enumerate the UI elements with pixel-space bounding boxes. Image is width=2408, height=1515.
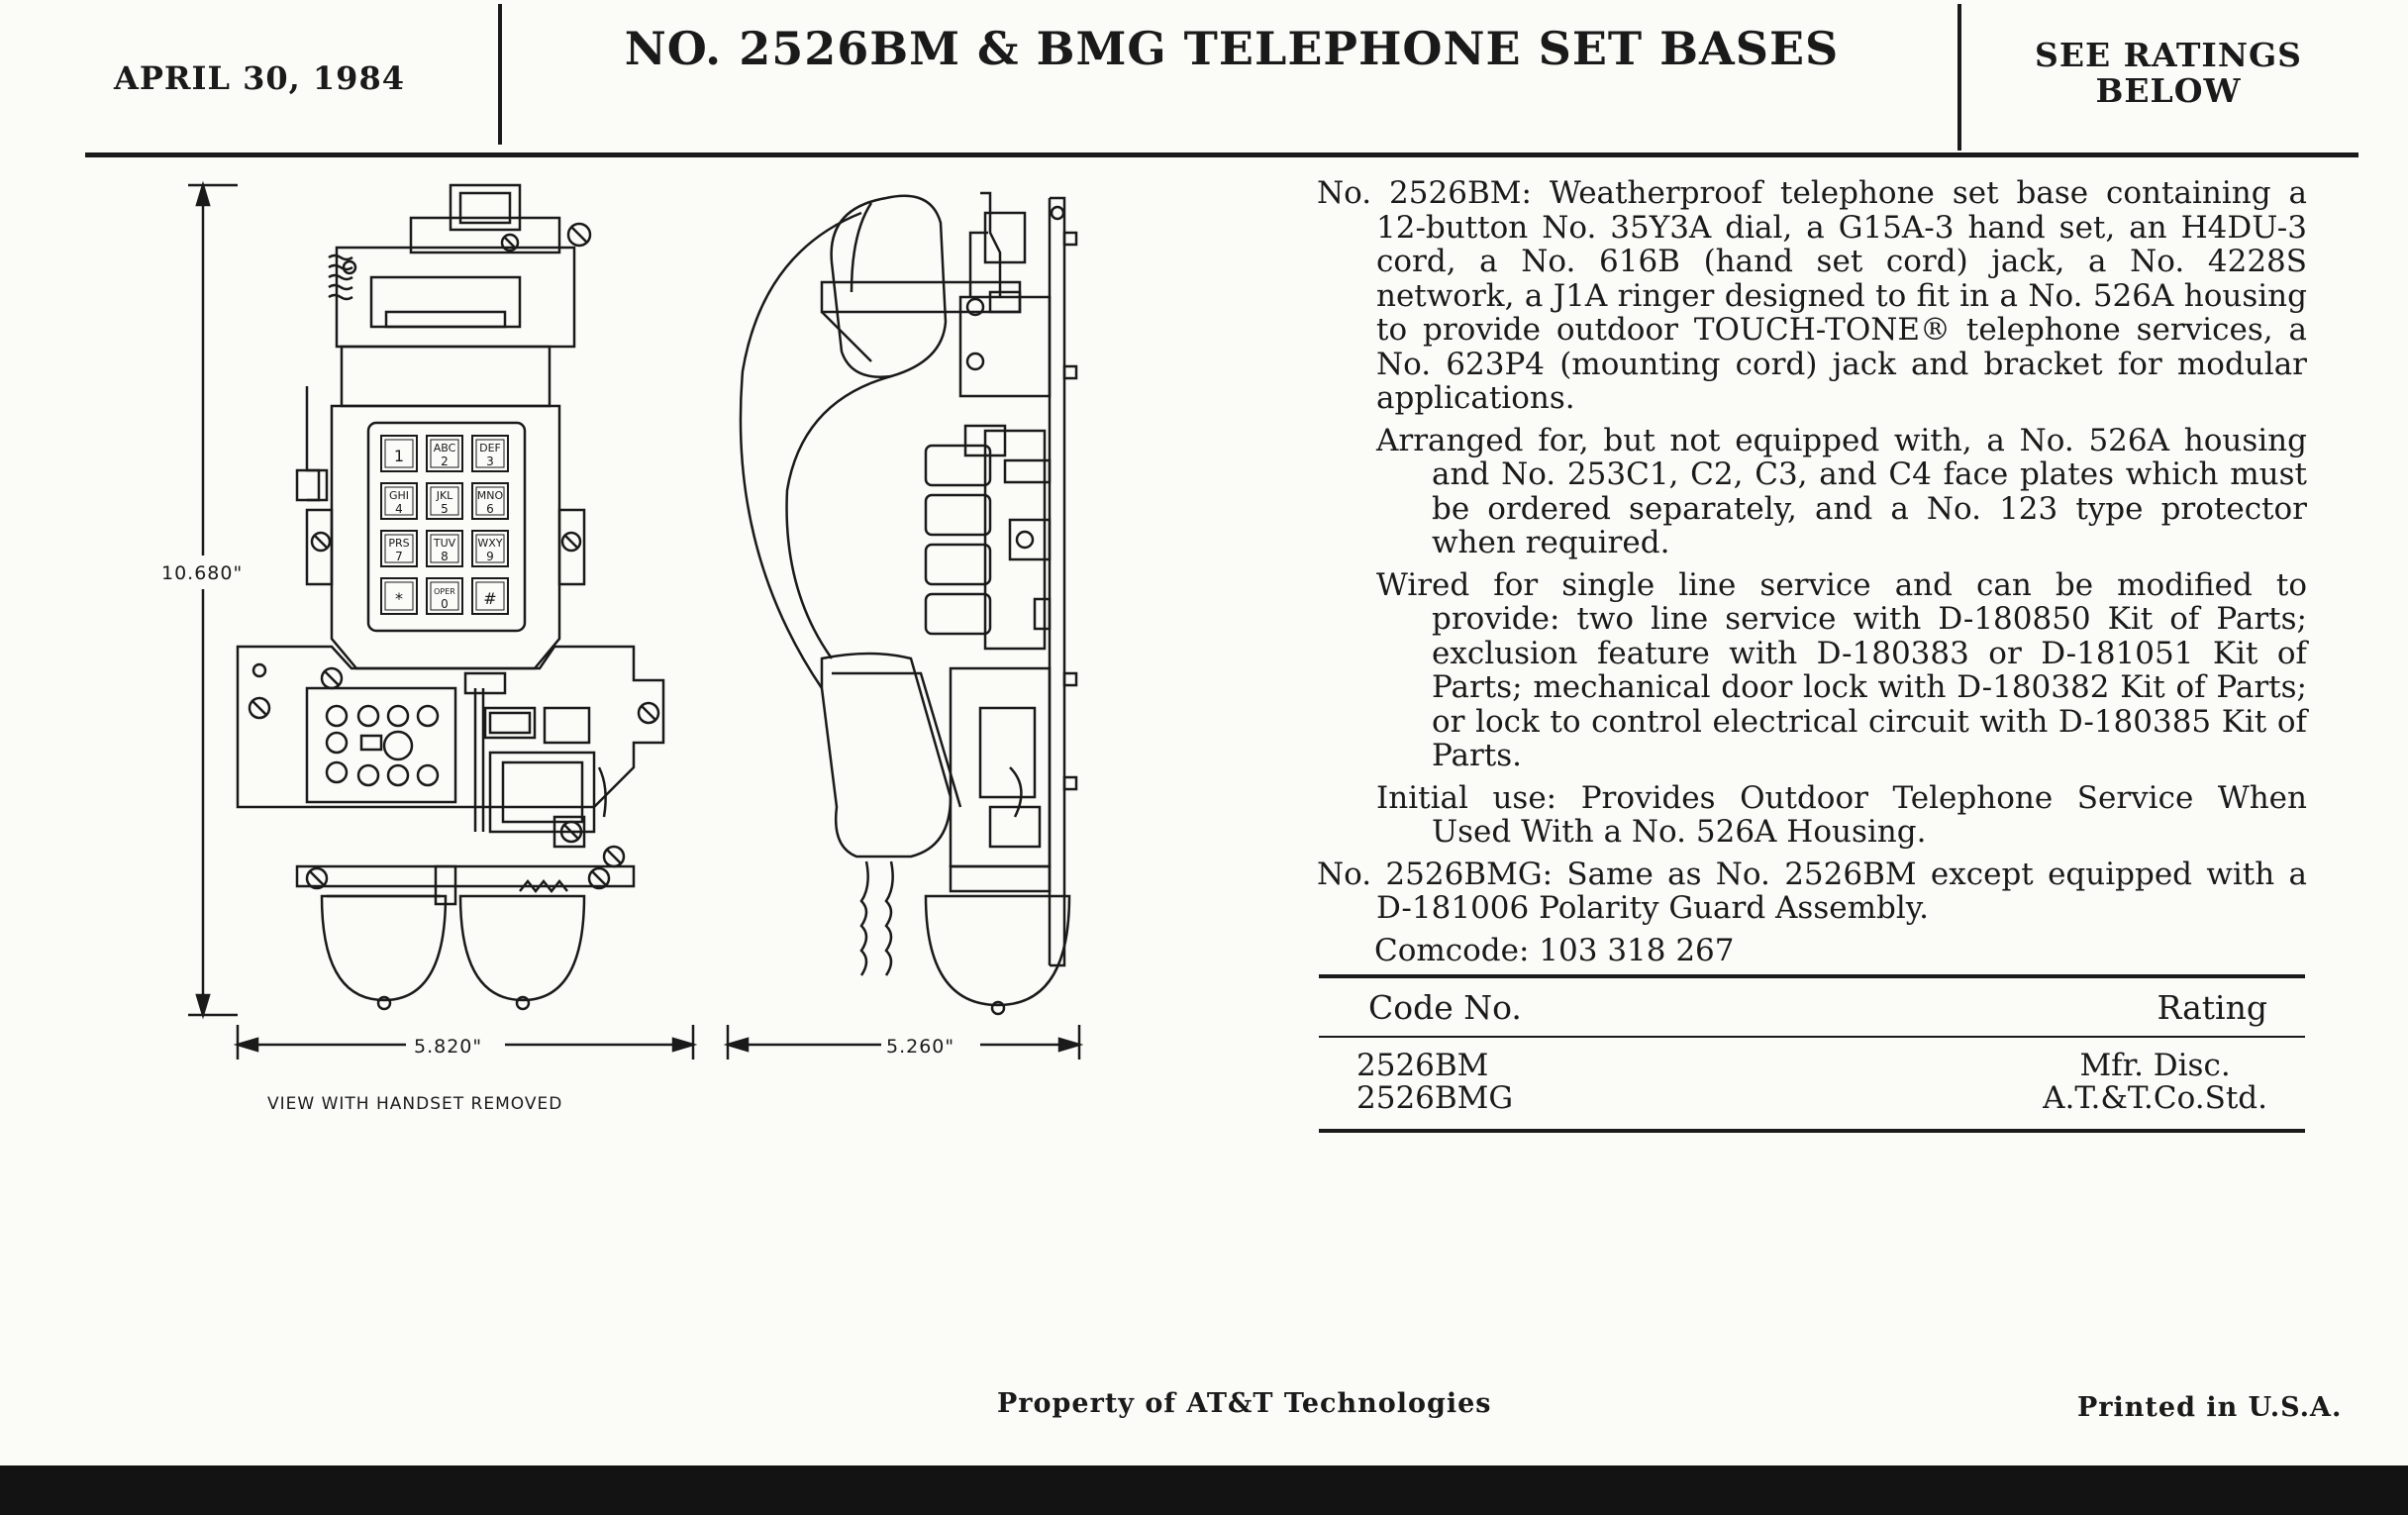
dial-key-digit: 7 [395, 550, 403, 563]
telephone-base-drawing [139, 173, 1168, 1124]
dial-key-digit: 1 [393, 447, 405, 465]
dial-key-digit: 8 [441, 550, 449, 563]
dial-key-digit: 4 [395, 502, 403, 516]
dial-key [472, 578, 508, 614]
dial-key-digit: 6 [486, 502, 494, 516]
dial-key-letters: PRS [388, 537, 410, 550]
dial-key-digit: 5 [441, 502, 449, 516]
dial-key-letters: GHI [388, 489, 410, 502]
dial-key [381, 483, 417, 519]
table-row-code: 2526BMG [1356, 1080, 1514, 1116]
dial-key-digit: # [483, 589, 497, 608]
dial-key [381, 531, 417, 566]
description-wired: Wired for single line service and can be modified to provide: two line service with D-180850 Kit of Parts; exclusion feature with D-180383 or D-181051 Kit of Parts; mechanical door lock with D-180382 Kit of Parts; or lock to control electrical circuit with D-180385 Kit of Parts. [1376, 566, 2307, 773]
side-width-dimension: 5.260" [886, 1036, 955, 1058]
comcode: Comcode: 103 318 267 [1374, 932, 1735, 968]
issue-date: APRIL 30, 1984 [114, 59, 405, 97]
dial-key-letters: ABC [433, 442, 456, 454]
ratings-table-header [1319, 978, 2305, 1036]
dial-key [427, 483, 462, 519]
dial-key-letters: TUV [433, 537, 456, 550]
dial-key [472, 436, 508, 471]
dial-key-letters: JKL [436, 489, 453, 502]
header-divider-right [1957, 4, 1961, 151]
dial-key-digit: 0 [441, 597, 449, 611]
dial-key [427, 436, 462, 471]
dial-keypad [381, 436, 508, 614]
table-row-code: 2526BM [1356, 1048, 1489, 1083]
description-2526bm: No. 2526BM: Weatherproof telephone set base containing a 12-button No. 35Y3A dial, a G15A-3 hand set, an H4DU-3 cord, a No. 616B (hand set cord) jack, a No. 4228S network, a J1A ringer designed to fit in a No. 526A housing to provide outdoor TOUCH-TONE® telephone services, a No. 623P4 (mounting cord) jack and bracket for modular applications. [1317, 175, 2307, 416]
drawing-caption: VIEW WITH HANDSET REMOVED [267, 1094, 563, 1114]
description-arranged: Arranged for, but not equipped with, a No. 526A housing and No. 253C1, C2, C3, and C4 face plates which must be ordered separately, and a No. 123 type protector when required. [1376, 422, 2307, 560]
dial-key [427, 531, 462, 566]
header-divider-left [498, 4, 502, 145]
column-header-code: Code No. [1368, 988, 1522, 1027]
printed-notice: Printed in U.S.A. [2077, 1392, 2343, 1423]
dial-key [472, 483, 508, 519]
column-header-rating: Rating [2157, 988, 2267, 1027]
table-row-rating: Mfr. Disc. [2079, 1048, 2231, 1083]
dial-key [427, 578, 462, 614]
scan-border [0, 1465, 2408, 1515]
description-2526bmg: No. 2526BMG: Same as No. 2526BM except equipped with a D-181006 Polarity Guard Assembly. [1317, 856, 2307, 926]
dial-key [381, 436, 417, 471]
dial-key-digit: 3 [486, 454, 494, 468]
dial-key-letters: OPER [434, 587, 455, 596]
header-rule [85, 152, 2358, 157]
product-description [1317, 176, 2307, 967]
dial-key [472, 531, 508, 566]
front-width-dimension: 5.820" [414, 1036, 483, 1058]
ratings-table [1319, 974, 2305, 1133]
dial-key-digit: 2 [441, 454, 449, 468]
table-row-rating: A.T.&T.Co.Std. [2043, 1080, 2267, 1116]
height-dimension: 10.680" [161, 562, 244, 584]
dial-key [381, 578, 417, 614]
dial-key-digit: * [395, 589, 403, 608]
dial-key-letters: DEF [479, 442, 501, 454]
dial-key-letters: WXY [477, 537, 503, 550]
property-notice: Property of AT&T Technologies [997, 1388, 1492, 1419]
dial-key-digit: 9 [486, 550, 494, 563]
ratings-note: SEE RATINGS BELOW [2034, 36, 2303, 110]
dial-key-letters: MNO [476, 489, 504, 502]
description-initial-use: Initial use: Provides Outdoor Telephone Service When Used With a No. 526A Housing. [1376, 779, 2307, 850]
page-title: NO. 2526BM & BMG TELEPHONE SET BASES [624, 22, 1840, 75]
